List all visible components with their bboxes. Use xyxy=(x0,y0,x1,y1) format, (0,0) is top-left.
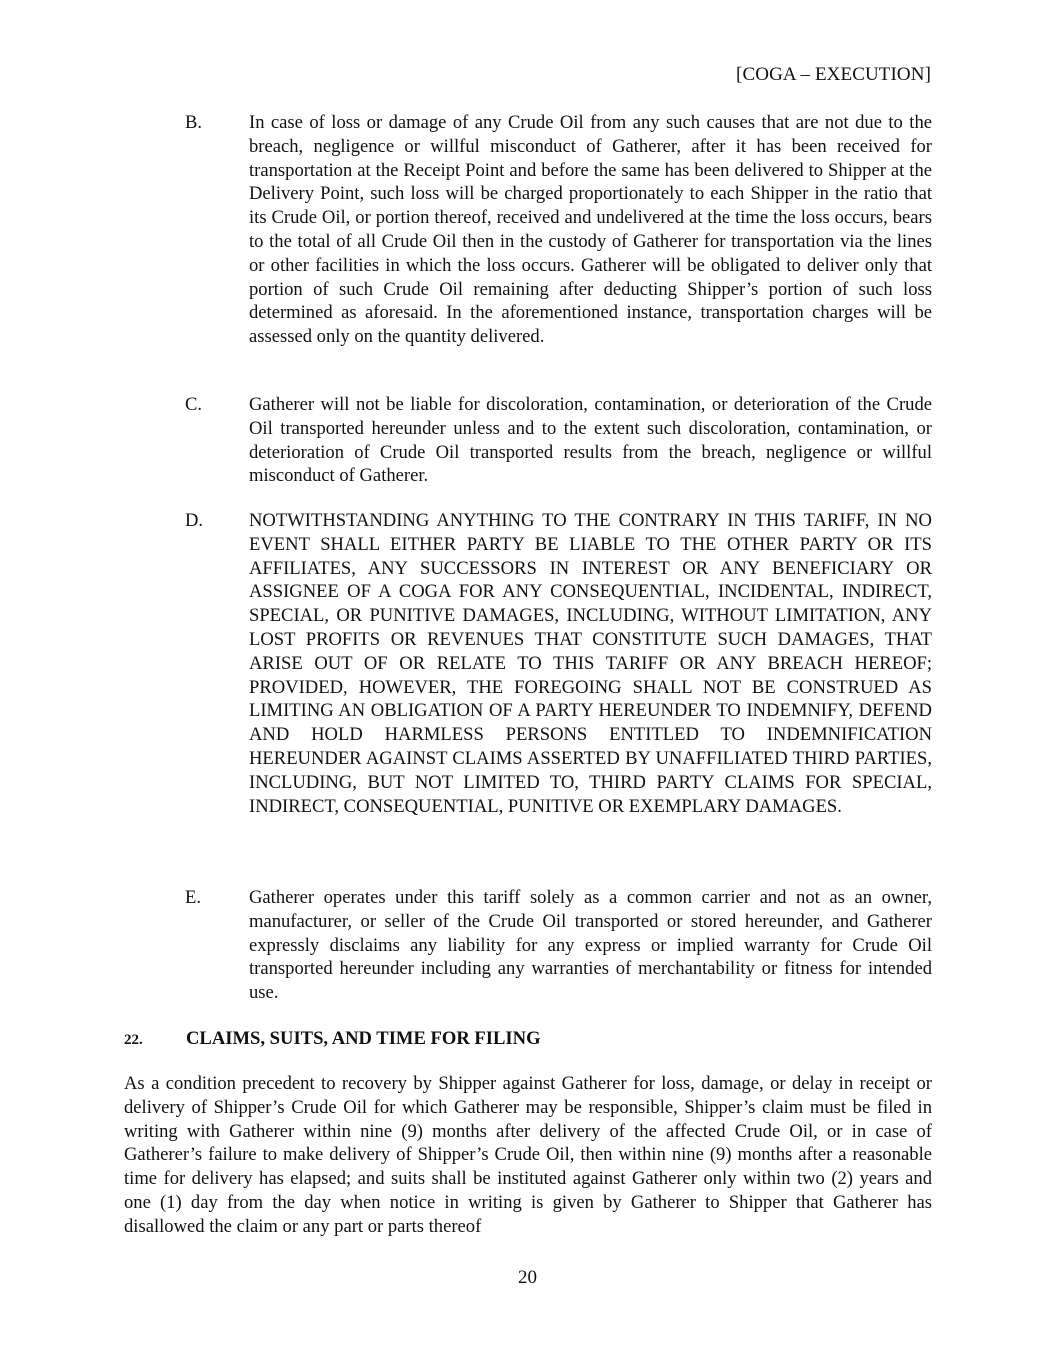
paragraph-text: In case of loss or damage of any Crude Oil from any such causes that are not due to the breach, negligence or willful misconduct of Gatherer, after it has been received for transportation at the Receipt Point and before the same has been delivered to Shipper at the Delivery Point, such loss will be charged proportionately to each Shipper in the ratio that its Crude Oil, or portion thereof, received and undelivered at the time the loss occurs, bears to the total of all Crude Oil then in the custody of Gatherer for transportation via the lines or other facilities in which the loss occurs. Gatherer will be obligated to deliver only that portion of such Crude Oil remaining after deducting Shipper’s portion of such loss determined as aforesaid. In the aforementioned instance, transportation charges will be assessed only on the quantity delivered. xyxy=(249,112,932,348)
section-body-text: As a condition precedent to recovery by Shipper against Gatherer for loss, damage, or delay in receipt or delivery of Shipper’s Crude Oil for which Gatherer may be responsible, Shipper’s claim must be filed in writing with Gatherer within nine (9) months after delivery of the affected Crude Oil, or in case of Gatherer’s failure to make delivery of Shipper’s Crude Oil, then within nine (9) months after a reasonable time for delivery has elapsed; and suits shall be instituted against Gatherer only within two (2) years and one (1) day from the day when notice in writing is given by Gatherer to Shipper that Gatherer has disallowed the claim or any part or parts thereof xyxy=(124,1073,932,1237)
document-header-tag: [COGA – EXECUTION] xyxy=(736,64,931,85)
paragraph-text: NOTWITHSTANDING ANYTHING TO THE CONTRARY IN THIS TARIFF, IN NO EVENT SHALL EITHER PARTY BE LIABLE TO THE OTHER PARTY OR ITS AFFILIATES, ANY SUCCESSORS IN INTEREST OR ANY BENEFICIARY OR ASSIGNEE OF A COGA FOR ANY CONSEQUENTIAL, INCIDENTAL, INDIRECT, SPECIAL, OR PUNITIVE DAMAGES, INCLUDING, WITHOUT LIMITATION, ANY LOST PROFITS OR REVENUES THAT CONSTITUTE SUCH DAMAGES, THAT ARISE OUT OF OR RELATE TO THIS TARIFF OR ANY BREACH HEREOF; PROVIDED, HOWEVER, THE FOREGOING SHALL NOT BE CONSTRUED AS LIMITING AN OBLIGATION OF A PARTY HEREUNDER TO INDEMNIFY, DEFEND AND HOLD HARMLESS PERSONS ENTITLED TO INDEMNIFICATION HEREUNDER AGAINST CLAIMS ASSERTED BY UNAFFILIATED THIRD PARTIES, INCLUDING, BUT NOT LIMITED TO, THIRD PARTY CLAIMS FOR SPECIAL, INDIRECT, CONSEQUENTIAL, PUNITIVE OR EXEMPLARY DAMAGES. xyxy=(249,510,932,817)
section-title: CLAIMS, SUITS, AND TIME FOR FILING xyxy=(186,1028,541,1049)
page-number: 20 xyxy=(518,1267,537,1288)
paragraph-d xyxy=(185,509,932,818)
paragraph-label: C. xyxy=(185,394,203,415)
paragraph-e xyxy=(185,886,932,1005)
paragraph-label: D. xyxy=(185,510,204,531)
paragraph-text: Gatherer operates under this tariff solely as a common carrier and not as an owner, manufacturer, or seller of the Crude Oil transported or stored hereunder, and Gatherer expressly disclaims any liability for any express or implied warranty for Crude Oil transported hereunder including any warranties of merchantability or fitness for intended use. xyxy=(249,887,932,1004)
paragraph-label: E. xyxy=(185,887,202,908)
paragraph-c xyxy=(185,393,932,488)
paragraph-text: Gatherer will not be liable for discoloration, contamination, or deterioration of the Crude Oil transported hereunder unless and to the extent such discoloration, contamination, or deterioration of Crude Oil transported results from the breach, negligence or willful misconduct of Gatherer. xyxy=(249,394,932,487)
section-number: 22. xyxy=(124,1032,143,1048)
section-heading xyxy=(124,1027,932,1052)
paragraph-label: B. xyxy=(185,112,203,133)
paragraph-b xyxy=(185,111,932,349)
